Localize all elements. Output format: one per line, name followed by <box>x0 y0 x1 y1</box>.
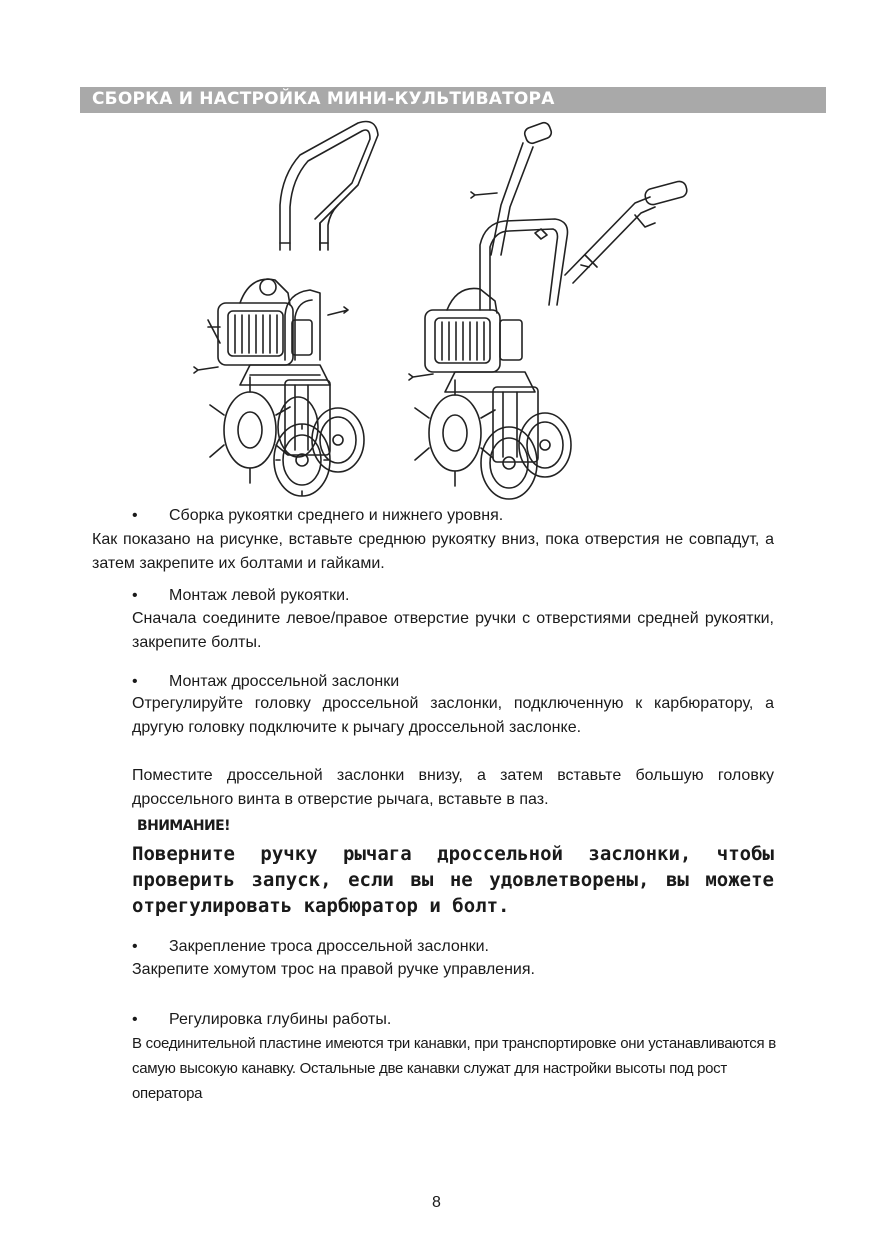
bullet-label: Закрепление троса дроссельной заслонки. <box>169 938 489 955</box>
paragraph-throttle: Отрегулируйте головку дроссельной заслонки, подключенную к карбюратору, а другую головку подключите к рычагу дроссельной заслонке. <box>132 695 774 736</box>
warning-text: Поверните ручку рычага дроссельной заслонки, чтобы проверить запуск, если вы не удовлетворены, вы можете отрегулировать карбюратор и болт. <box>132 843 774 917</box>
bullet-label: Сборка рукоятки среднего и нижнего уровня. <box>169 507 504 524</box>
paragraph-text: Как показано на рисунке, вставьте среднюю рукоятку вниз, пока отверстия не совпадут, а затем закрепите их болтами и гайками. <box>92 531 774 572</box>
paragraph-handle-middle-lower <box>92 528 774 576</box>
bullet-dot: • <box>132 1011 138 1028</box>
section-title: СБОРКА И НАСТРОЙКА МИНИ-КУЛЬТИВАТОРА <box>92 89 555 109</box>
bullet-dot: • <box>132 507 138 524</box>
bullet-label: Регулировка глубины работы. <box>169 1011 392 1028</box>
left-cultivator-drawing <box>194 122 378 497</box>
right-cultivator-drawing <box>409 121 688 499</box>
page-number: 8 <box>432 1194 441 1211</box>
bullet-dot: • <box>132 673 138 690</box>
paragraph-depth-adjust: В соединительной пластине имеются три канавки, при транспортировке они устанавливаются в самую высокую канавку. Остальные две канавки служат для настройки высоты под рост оператора <box>132 1035 776 1102</box>
bullet-label: Монтаж левой рукоятки. <box>169 587 350 604</box>
paragraph-left-handle: Сначала соедините левое/правое отверстие ручки с отверстиями средней рукоятки, закрепите болты. <box>132 610 774 651</box>
paragraph-throttle-cable: Закрепите хомутом трос на правой ручке управления. <box>132 961 535 978</box>
section-header-bar <box>80 87 826 113</box>
cultivator-assembly-illustration <box>180 115 740 500</box>
bullet-label: Монтаж дроссельной заслонки <box>169 673 400 690</box>
bullet-dot: • <box>132 587 138 604</box>
bullet-dot: • <box>132 938 138 955</box>
warning-title: ВНИМАНИЕ! <box>137 818 230 834</box>
paragraph-throttle-2: Поместите дроссельной заслонки внизу, а затем вставьте большую головку дроссельного винта в отверстие рычага, вставьте в паз. <box>132 767 774 808</box>
